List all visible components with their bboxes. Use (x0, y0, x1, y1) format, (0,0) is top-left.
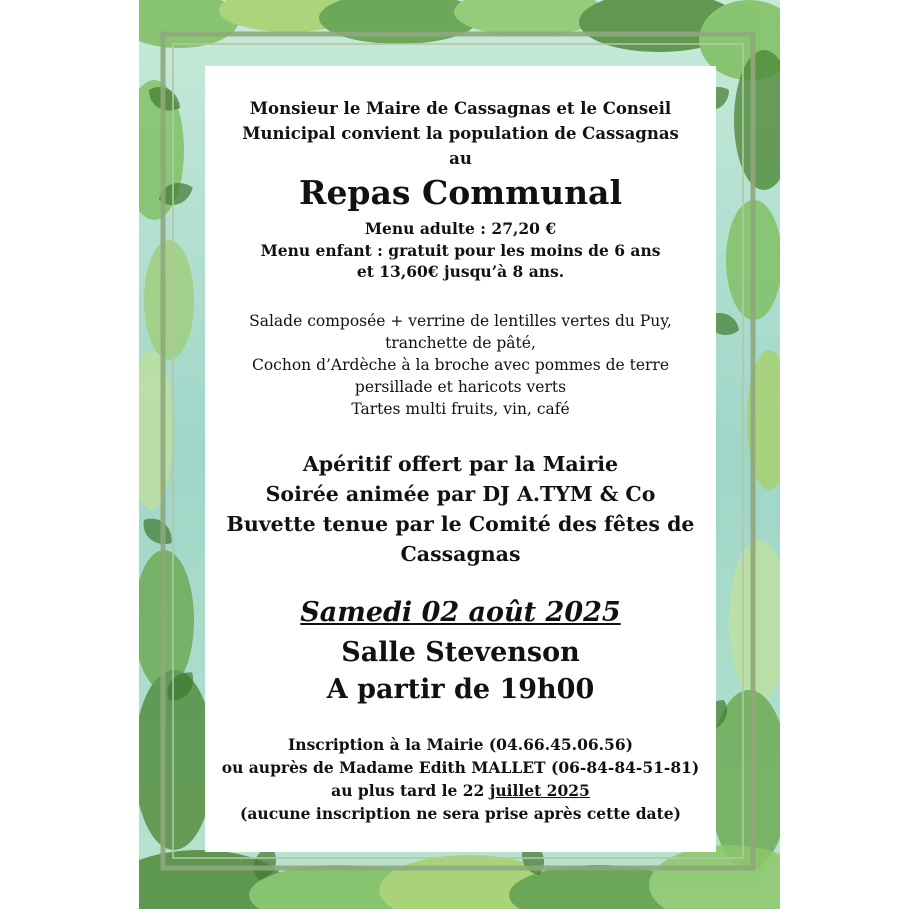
event-venue-time (205, 634, 716, 708)
menu-line: Cochon d’Ardèche à la broche avec pommes de terre (251, 356, 670, 374)
menu-line: tranchette de pâté, (385, 334, 536, 352)
intro-line: au (449, 149, 472, 168)
extras-line: Cassagnas (400, 542, 521, 566)
invitation-panel (205, 66, 716, 852)
deadline-date: juillet 2025 (489, 781, 590, 800)
event-title: Repas Communal (299, 173, 622, 212)
price-line: Menu enfant : gratuit pour les moins de 6 ans (260, 240, 661, 260)
event-date: Samedi 02 août 2025 (300, 597, 621, 628)
poster (139, 0, 780, 909)
registration-line: ou auprès de Madame Edith MALLET (06-84-84-51-81) (221, 758, 700, 777)
price-list (205, 218, 716, 283)
event-extras (205, 449, 716, 569)
price-line: Menu adulte : 27,20 € (364, 219, 557, 238)
extras-line: Buvette tenue par le Comité des fêtes de (226, 512, 695, 536)
invitation-intro (205, 96, 716, 171)
registration-line: (aucune inscription ne sera prise après cette date) (240, 804, 681, 823)
intro-line: Municipal convient la population de Cassagnas (242, 124, 679, 143)
deadline-prefix: au plus tard le 22 (331, 781, 490, 800)
extras-line: Soirée animée par DJ A.TYM & Co (265, 482, 656, 506)
intro-line: Monsieur le Maire de Cassagnas et le Conseil (249, 99, 672, 118)
event-time: A partir de 19h00 (326, 674, 595, 705)
registration-line: Inscription à la Mairie (04.66.45.06.56) (288, 735, 633, 754)
registration-deadline (205, 779, 716, 802)
menu-line: Salade composée + verrine de lentilles vertes du Puy, (249, 312, 672, 330)
menu-line: persillade et haricots verts (354, 378, 567, 396)
menu-description (205, 310, 716, 420)
registration-info (205, 733, 716, 825)
menu-line: Tartes multi fruits, vin, café (351, 400, 570, 418)
extras-line: Apéritif offert par la Mairie (302, 452, 619, 476)
event-venue: Salle Stevenson (341, 637, 580, 668)
price-line: et 13,60€ jusqu’à 8 ans. (356, 262, 565, 281)
